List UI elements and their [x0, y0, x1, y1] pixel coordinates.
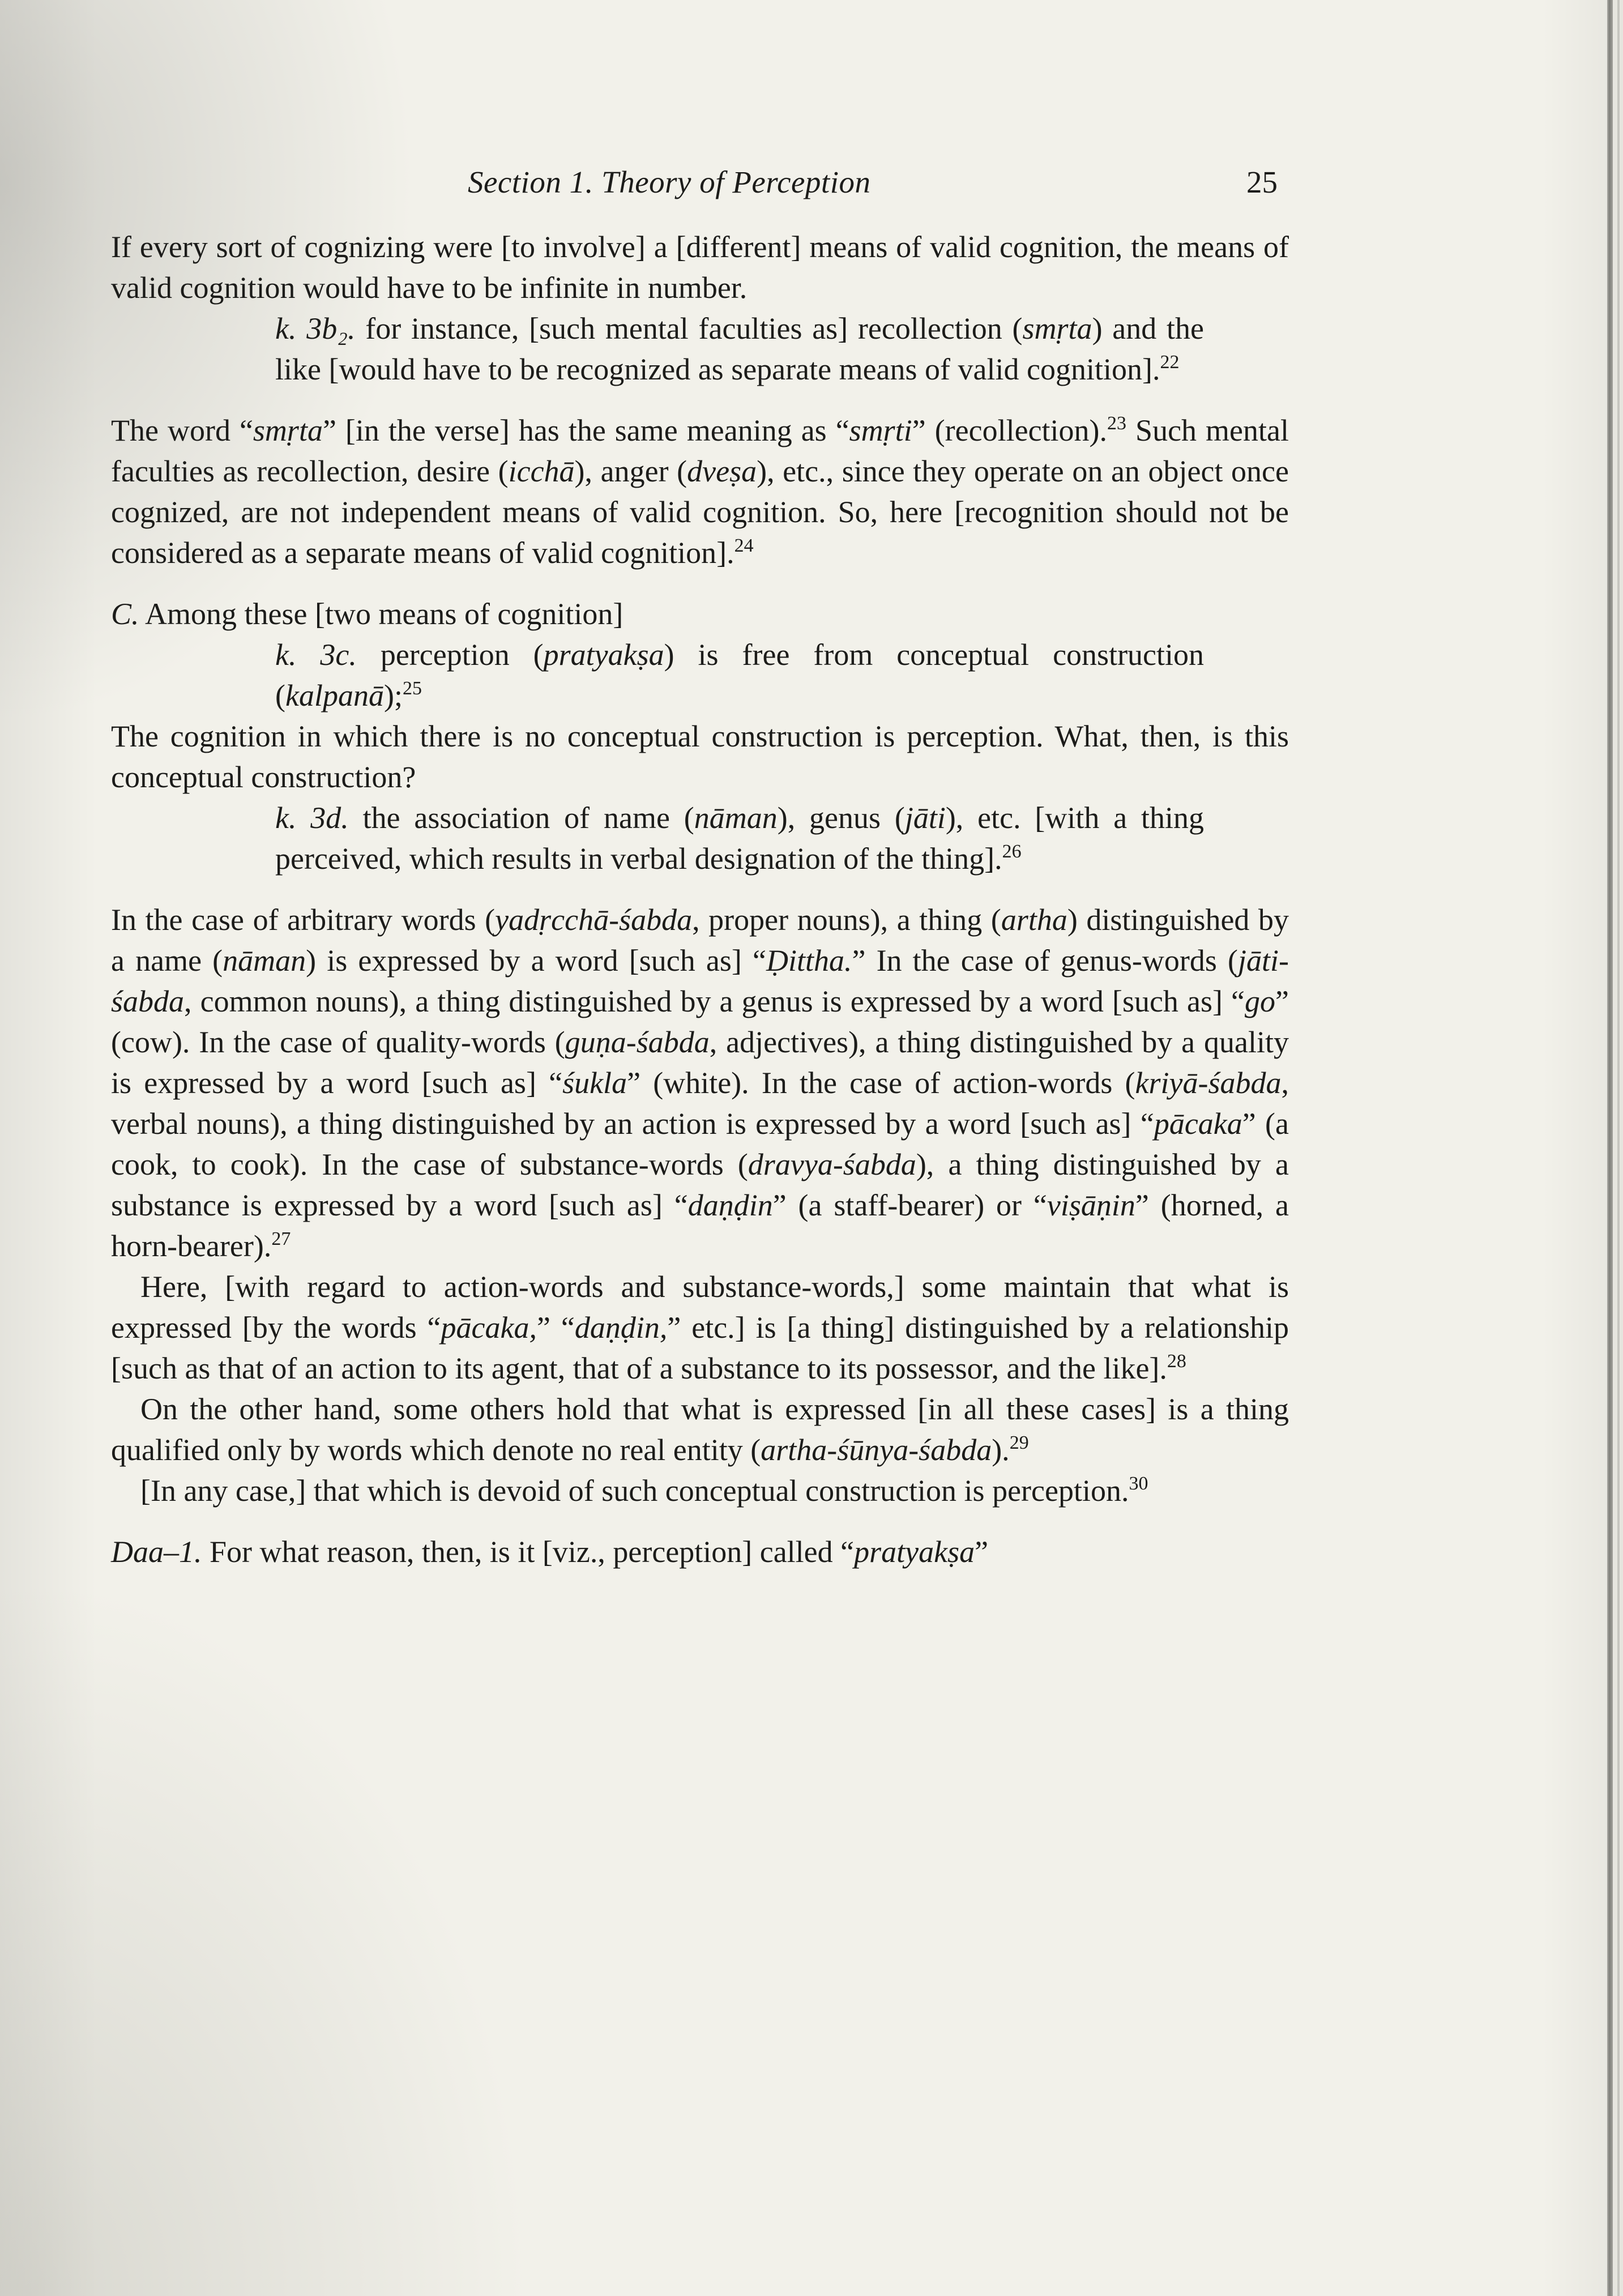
paragraph-word-types: In the case of arbitrary words (yadṛcchā-śabda, proper nouns), a thing (artha) distinguished by a name (nāman) is expressed by a word [such as] “Ḍittha.” In the case of genus-words (jāti-śabda, common nouns), a thing distinguished by a genus is expressed by a word [such as] “go” (cow). In the case of quality-words (guṇa-śabda, adjectives), a thing distinguished by a quality is expressed by a word [such as] “śukla” (white). In the case of action-words (kriyā-śabda, verbal nouns), a thing distinguished by an action is expressed by a word [such as] “pācaka” (a cook, to cook). In the case of substance-words (dravya-śabda), a thing distinguished by a substance is expressed by a word [such as] “daṇḍin” (a staff-bearer) or “viṣāṇin” (horned, a horn-bearer).$^{27}$	[111, 903, 1289, 1263]
section-label: C.	[111, 597, 139, 631]
verse-3d: k. 3d. the association of name (nāman), genus (jāti), etc. [with a thing perceived, which results in verbal designation of the thing].$^{26}$	[275, 801, 1204, 876]
footnote-ref: 22	[1160, 352, 1180, 373]
sanskrit-term: artha	[1001, 903, 1067, 937]
sanskrit-term: smṛta	[1022, 311, 1092, 345]
sanskrit-term: jāti	[904, 801, 946, 835]
section-label: Daa–1.	[111, 1535, 202, 1569]
footnote-ref: 25	[402, 678, 422, 699]
paragraph-other-hand: On the other hand, some others hold that what is expressed [in all these cases] is a thing qualified only by words which denote no real entity (artha-śūnya-śabda).$^{29}$	[111, 1392, 1289, 1467]
footnote-ref: 23	[1107, 413, 1127, 434]
running-head: Section 1. Theory of Perception	[468, 165, 871, 199]
footnote-ref: 26	[1002, 841, 1022, 862]
sanskrit-term: smṛti	[849, 413, 912, 447]
page-edge-line	[1617, 0, 1620, 2296]
sanskrit-term: artha-śūnya-śabda	[761, 1433, 992, 1467]
footnote-ref: 24	[734, 535, 754, 556]
sanskrit-term: nāman	[694, 801, 778, 835]
paragraph-definition: The cognition in which there is no conceptual construction is perception. What, then, is this conceptual construction?	[111, 719, 1289, 794]
sanskrit-term: dravya-śabda	[748, 1147, 916, 1181]
sanskrit-term: daṇḍin	[687, 1188, 773, 1222]
verse-label: k. 3d.	[275, 801, 349, 835]
paragraph-relationship: Here, [with regard to action-words and substance-words,] some maintain that what is expressed [by the words “pācaka,” “daṇḍin,” etc.] is [a thing] distinguished by a relationship [such as that of an action to its agent, that of a substance to its possessor, and the like].$^{28}$	[111, 1270, 1289, 1385]
sanskrit-term: kriyā-śabda	[1135, 1066, 1282, 1100]
footnote-ref: 30	[1129, 1473, 1148, 1494]
paragraph-smrta: The word “smṛta” [in the verse] has the same meaning as “smṛti” (recollection).$^{23}$ Such mental faculties as recollection, desire (icchā), anger (dveṣa), etc., since they operate on an object once cognized, are not independent means of valid cognition. So, here [recognition should not be considered as a separate means of valid cognition].$^{24}$	[111, 413, 1289, 570]
sanskrit-term: śukla	[562, 1066, 627, 1100]
sanskrit-term: Ḍittha.	[766, 944, 852, 978]
sanskrit-term: pratyakṣa	[854, 1535, 975, 1569]
footnote-ref: 28	[1167, 1351, 1186, 1372]
sanskrit-term: smṛta	[253, 413, 323, 447]
page-edge-shadow	[1607, 0, 1613, 2296]
sanskrit-term: guṇa-śabda	[565, 1025, 710, 1059]
sanskrit-term: kalpanā	[285, 678, 384, 712]
paragraph-in-any-case: [In any case,] that which is devoid of such conceptual construction is perception.$^{30}$	[140, 1473, 1148, 1508]
verse-3b2: k. 3b₂. for instance, [such mental faculties as] recollection (smṛta) and the like [would have to be recognized as separate means of valid cognition].$^{22}$	[275, 311, 1204, 386]
footnote-ref: 29	[1009, 1432, 1029, 1453]
sanskrit-term: dveṣa	[687, 454, 757, 488]
sanskrit-term: viṣāṇin	[1047, 1188, 1135, 1222]
paragraph-daa-1: Daa–1. For what reason, then, is it [viz., perception] called “pratyakṣa”	[111, 1535, 989, 1569]
paragraph-among: C. Among these [two means of cognition]	[111, 597, 623, 631]
sanskrit-term: daṇḍin,	[574, 1311, 668, 1345]
sanskrit-term: pācaka	[1154, 1107, 1242, 1141]
footnote-ref: 27	[271, 1228, 291, 1249]
sanskrit-term: go	[1245, 984, 1276, 1018]
sanskrit-term: pratyakṣa	[543, 638, 664, 672]
verse-label: k. 3c.	[275, 638, 357, 672]
page-header	[111, 164, 1289, 210]
page-number: 25	[1246, 165, 1278, 199]
paragraph-infinite-means: If every sort of cognizing were [to involve] a [different] means of valid cognition, the means of valid cognition would have to be infinite in number.	[111, 230, 1289, 305]
verse-3c: k. 3c. perception (pratyakṣa) is free from conceptual construction (kalpanā);$^{25}$	[275, 638, 1205, 712]
verse-label: k. 3b₂.	[275, 311, 356, 345]
sanskrit-term: pācaka,	[441, 1311, 537, 1345]
sanskrit-term: icchā	[508, 454, 575, 488]
sanskrit-term: jāti-śabda	[111, 944, 1289, 1018]
main-text	[111, 227, 1289, 1572]
sanskrit-term: yadṛcchā-śabda	[495, 903, 693, 937]
sanskrit-term: nāman	[223, 944, 306, 978]
